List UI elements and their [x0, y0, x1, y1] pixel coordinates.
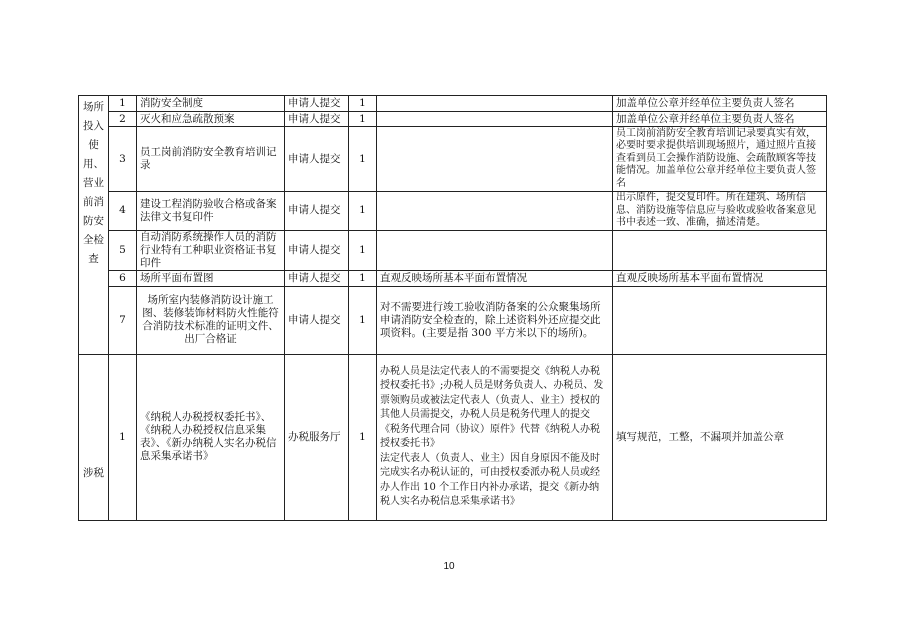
row-number: 4	[109, 192, 137, 231]
category-cell: 场所投入使用、营业前消防安全检查	[79, 96, 109, 355]
document-name: 消防安全制度	[137, 96, 285, 112]
table-row	[79, 354, 827, 520]
remark	[613, 286, 827, 354]
remark: 加盖单位公章并经单位主要负责人签名	[613, 96, 827, 112]
row-number: 6	[109, 270, 137, 286]
remark: 加盖单位公章并经单位主要负责人签名	[613, 112, 827, 127]
row-number: 5	[109, 230, 137, 270]
copies-count: 1	[349, 96, 377, 112]
submission-method: 申请人提交	[285, 112, 349, 127]
copies-count: 1	[349, 192, 377, 231]
submission-method: 申请人提交	[285, 192, 349, 231]
submission-method: 申请人提交	[285, 230, 349, 270]
table-row	[79, 230, 827, 270]
description	[377, 230, 613, 270]
document-name: 场所平面布置图	[137, 270, 285, 286]
submission-method: 办税服务厅	[285, 354, 349, 520]
copies-count: 1	[349, 112, 377, 127]
table-row	[79, 96, 827, 112]
copies-count: 1	[349, 127, 377, 192]
remark	[613, 230, 827, 270]
table-row	[79, 192, 827, 231]
table-row	[79, 127, 827, 192]
submission-method: 申请人提交	[285, 96, 349, 112]
document-name: 灭火和应急疏散预案	[137, 112, 285, 127]
row-number: 7	[109, 286, 137, 354]
requirements-table	[78, 95, 827, 521]
copies-count: 1	[349, 286, 377, 354]
description: 办税人员是法定代表人的不需要提交《纳税人办税授权委托书》;办税人员是财务负责人、办税员、发票领购员或被法定代表人（负责人、业主）授权的其他人员需提交，办税人员是税务代理人的提交《税务代理合同（协议）原件》代替《纳税人办税授权委托书》 法定代表人（负责人、业主）因自身原因不能及时完成实名办税认证的，可由授权委派办税人员或经办人作出 10 个工作日内补办承诺，提交《新办纳税人实名办税信息采集承诺书》	[377, 354, 613, 520]
category-cell: 涉税	[79, 354, 109, 520]
description	[377, 127, 613, 192]
submission-method: 申请人提交	[285, 286, 349, 354]
remark: 出示原件，提交复印件。所在建筑、场所信息、消防设施等信息应与验收或验收备案意见书中表述一致、准确，描述清楚。	[613, 192, 827, 231]
document-name: 《纳税人办税授权委托书》、《纳税人办税授权信息采集表》、《新办纳税人实名办税信息采集承诺书》	[137, 354, 285, 520]
row-number: 1	[109, 354, 137, 520]
description	[377, 192, 613, 231]
remark: 员工岗前消防安全教育培训记录要真实有效，必要时要求提供培训现场照片，通过照片直接查看到员工会操作消防设施、会疏散顾客等技能情况。加盖单位公章并经单位主要负责人签名	[613, 127, 827, 192]
row-number: 1	[109, 96, 137, 112]
document-name: 员工岗前消防安全教育培训记录	[137, 127, 285, 192]
remark: 填写规范，工整，不漏项并加盖公章	[613, 354, 827, 520]
description	[377, 96, 613, 112]
copies-count: 1	[349, 270, 377, 286]
row-number: 3	[109, 127, 137, 192]
description: 对不需要进行竣工验收消防备案的公众聚集场所申请消防安全检查的，除上述资料外还应提交此项资料。(主要是指 300 平方米以下的场所)。	[377, 286, 613, 354]
description	[377, 112, 613, 127]
copies-count: 1	[349, 230, 377, 270]
submission-method: 申请人提交	[285, 127, 349, 192]
description: 直观反映场所基本平面布置情况	[377, 270, 613, 286]
remark: 直观反映场所基本平面布置情况	[613, 270, 827, 286]
submission-method: 申请人提交	[285, 270, 349, 286]
table-row	[79, 270, 827, 286]
table-row	[79, 112, 827, 127]
table-row	[79, 286, 827, 354]
document-name: 自动消防系统操作人员的消防行业特有工种职业资格证书复印件	[137, 230, 285, 270]
copies-count: 1	[349, 354, 377, 520]
row-number: 2	[109, 112, 137, 127]
document-name: 建设工程消防验收合格或备案法律文书复印件	[137, 192, 285, 231]
page-number: 10	[443, 561, 455, 572]
document-name: 场所室内装修消防设计施工图、装修装饰材料防火性能符合消防技术标准的证明文件、出厂合格证	[137, 286, 285, 354]
